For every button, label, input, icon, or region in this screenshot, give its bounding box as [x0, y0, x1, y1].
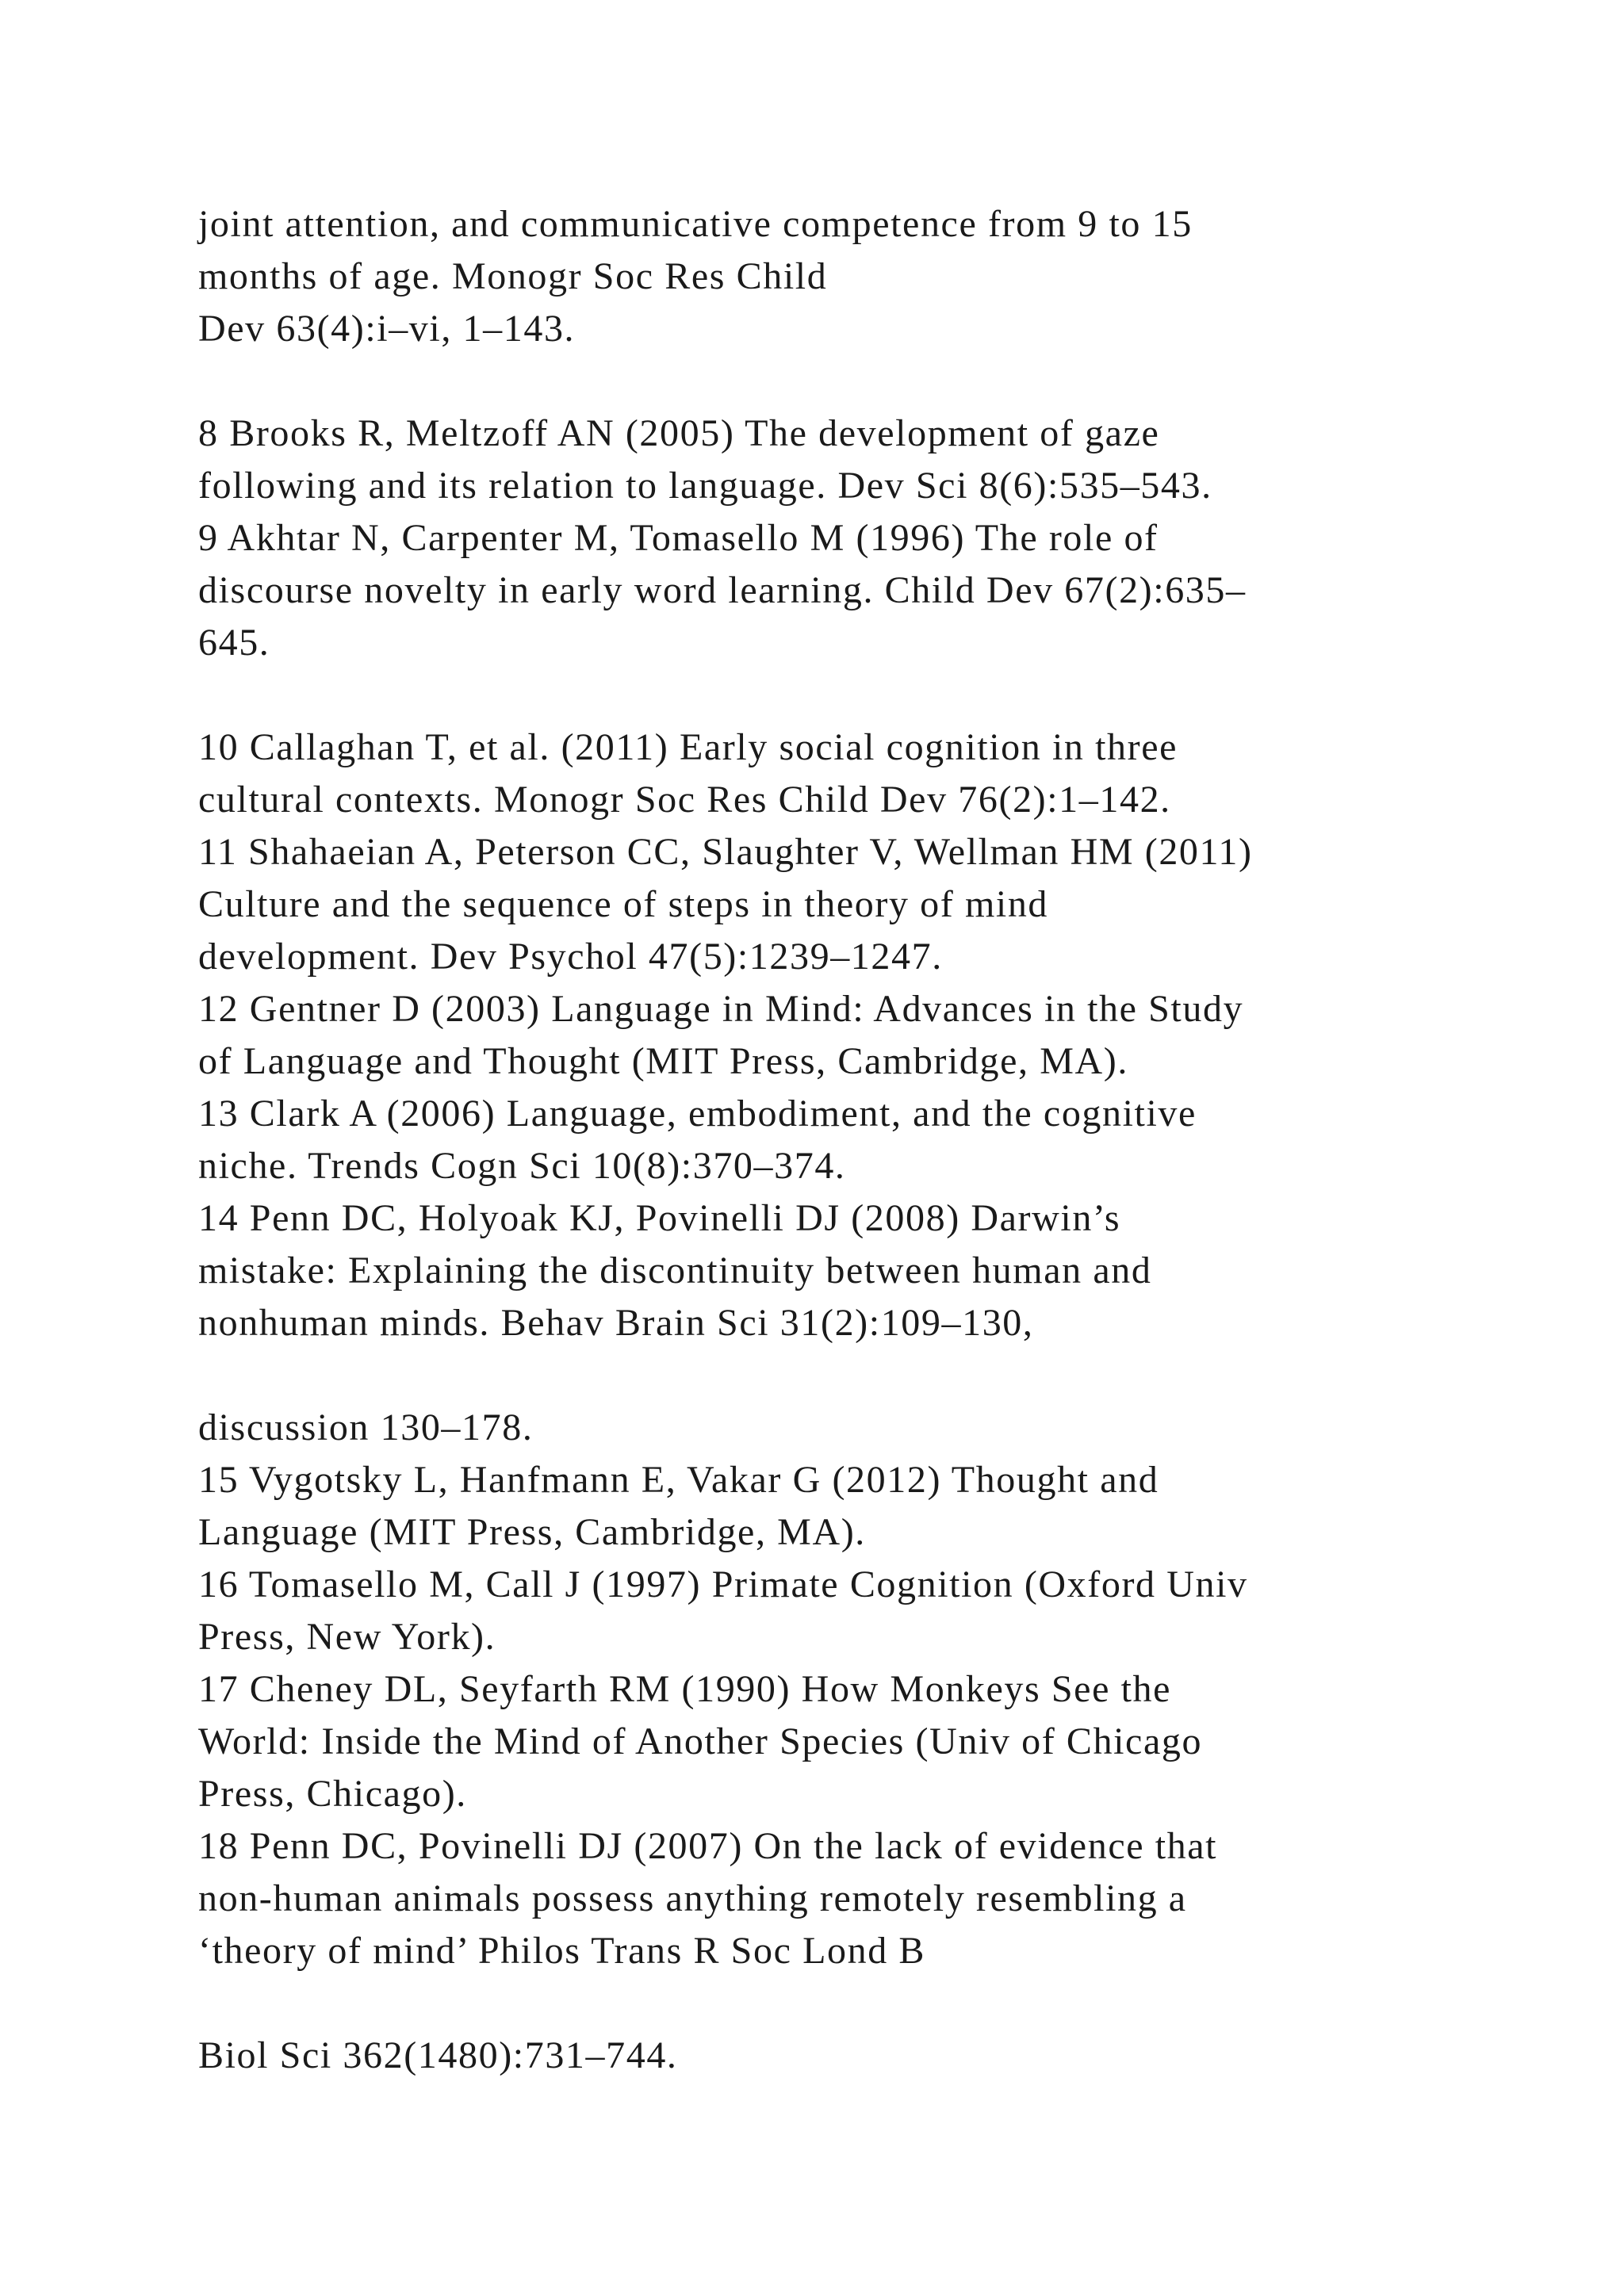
blank-line: [198, 1977, 1546, 2030]
text-line: 9 Akhtar N, Carpenter M, Tomasello M (1996) The role of: [198, 517, 1159, 559]
text-line: non-human animals possess anything remotely resembling a: [198, 1877, 1187, 1919]
text-line: Language (MIT Press, Cambridge, MA).: [198, 1511, 866, 1553]
text-line: joint attention, and communicative competence from 9 to 15: [198, 203, 1193, 245]
text-line: niche. Trends Cogn Sci 10(8):370–374.: [198, 1145, 846, 1187]
text-line: 11 Shahaeian A, Peterson CC, Slaughter V, Wellman HM (2011): [198, 831, 1253, 873]
text-line: 18 Penn DC, Povinelli DJ (2007) On the lack of evidence that: [198, 1825, 1218, 1867]
text-line: discourse novelty in early word learning. Child Dev 67(2):635–: [198, 569, 1247, 611]
text-line: discussion 130–178.: [198, 1406, 534, 1448]
text-line: Dev 63(4):i–vi, 1–143.: [198, 308, 576, 350]
text-line: Press, Chicago).: [198, 1773, 467, 1815]
text-line: 13 Clark A (2006) Language, embodiment, and the cognitive: [198, 1093, 1197, 1135]
text-line: 17 Cheney DL, Seyfarth RM (1990) How Monkeys See the: [198, 1668, 1172, 1710]
text-line: 10 Callaghan T, et al. (2011) Early social cognition in three: [198, 726, 1178, 768]
text-line: 8 Brooks R, Meltzoff AN (2005) The development of gaze: [198, 412, 1160, 454]
text-line: 16 Tomasello M, Call J (1997) Primate Cognition (Oxford Univ: [198, 1563, 1248, 1605]
blank-line: [198, 669, 1546, 721]
text-line: World: Inside the Mind of Another Species (Univ of Chicago: [198, 1720, 1203, 1762]
blank-line: [198, 1349, 1546, 1402]
text-line: Culture and the sequence of steps in theory of mind: [198, 883, 1049, 925]
text-line: months of age. Monogr Soc Res Child: [198, 255, 828, 297]
reference-list: [198, 198, 1546, 2082]
text-line: ‘theory of mind’ Philos Trans R Soc Lond B: [198, 1930, 926, 1972]
text-line: Biol Sci 362(1480):731–744.: [198, 2034, 678, 2076]
text-line: 14 Penn DC, Holyoak KJ, Povinelli DJ (2008) Darwin’s: [198, 1197, 1121, 1239]
text-line: 15 Vygotsky L, Hanfmann E, Vakar G (2012) Thought and: [198, 1459, 1159, 1501]
text-line: Press, New York).: [198, 1616, 496, 1658]
text-line: following and its relation to language. Dev Sci 8(6):535–543.: [198, 465, 1212, 507]
text-line: development. Dev Psychol 47(5):1239–1247.: [198, 936, 943, 978]
text-line: 645.: [198, 622, 270, 664]
text-line: of Language and Thought (MIT Press, Cambridge, MA).: [198, 1040, 1128, 1082]
blank-line: [198, 355, 1546, 408]
text-line: cultural contexts. Monogr Soc Res Child Dev 76(2):1–142.: [198, 779, 1171, 821]
text-line: 12 Gentner D (2003) Language in Mind: Advances in the Study: [198, 988, 1244, 1030]
text-line: nonhuman minds. Behav Brain Sci 31(2):109–130,: [198, 1302, 1034, 1344]
text-line: mistake: Explaining the discontinuity between human and: [198, 1249, 1152, 1292]
